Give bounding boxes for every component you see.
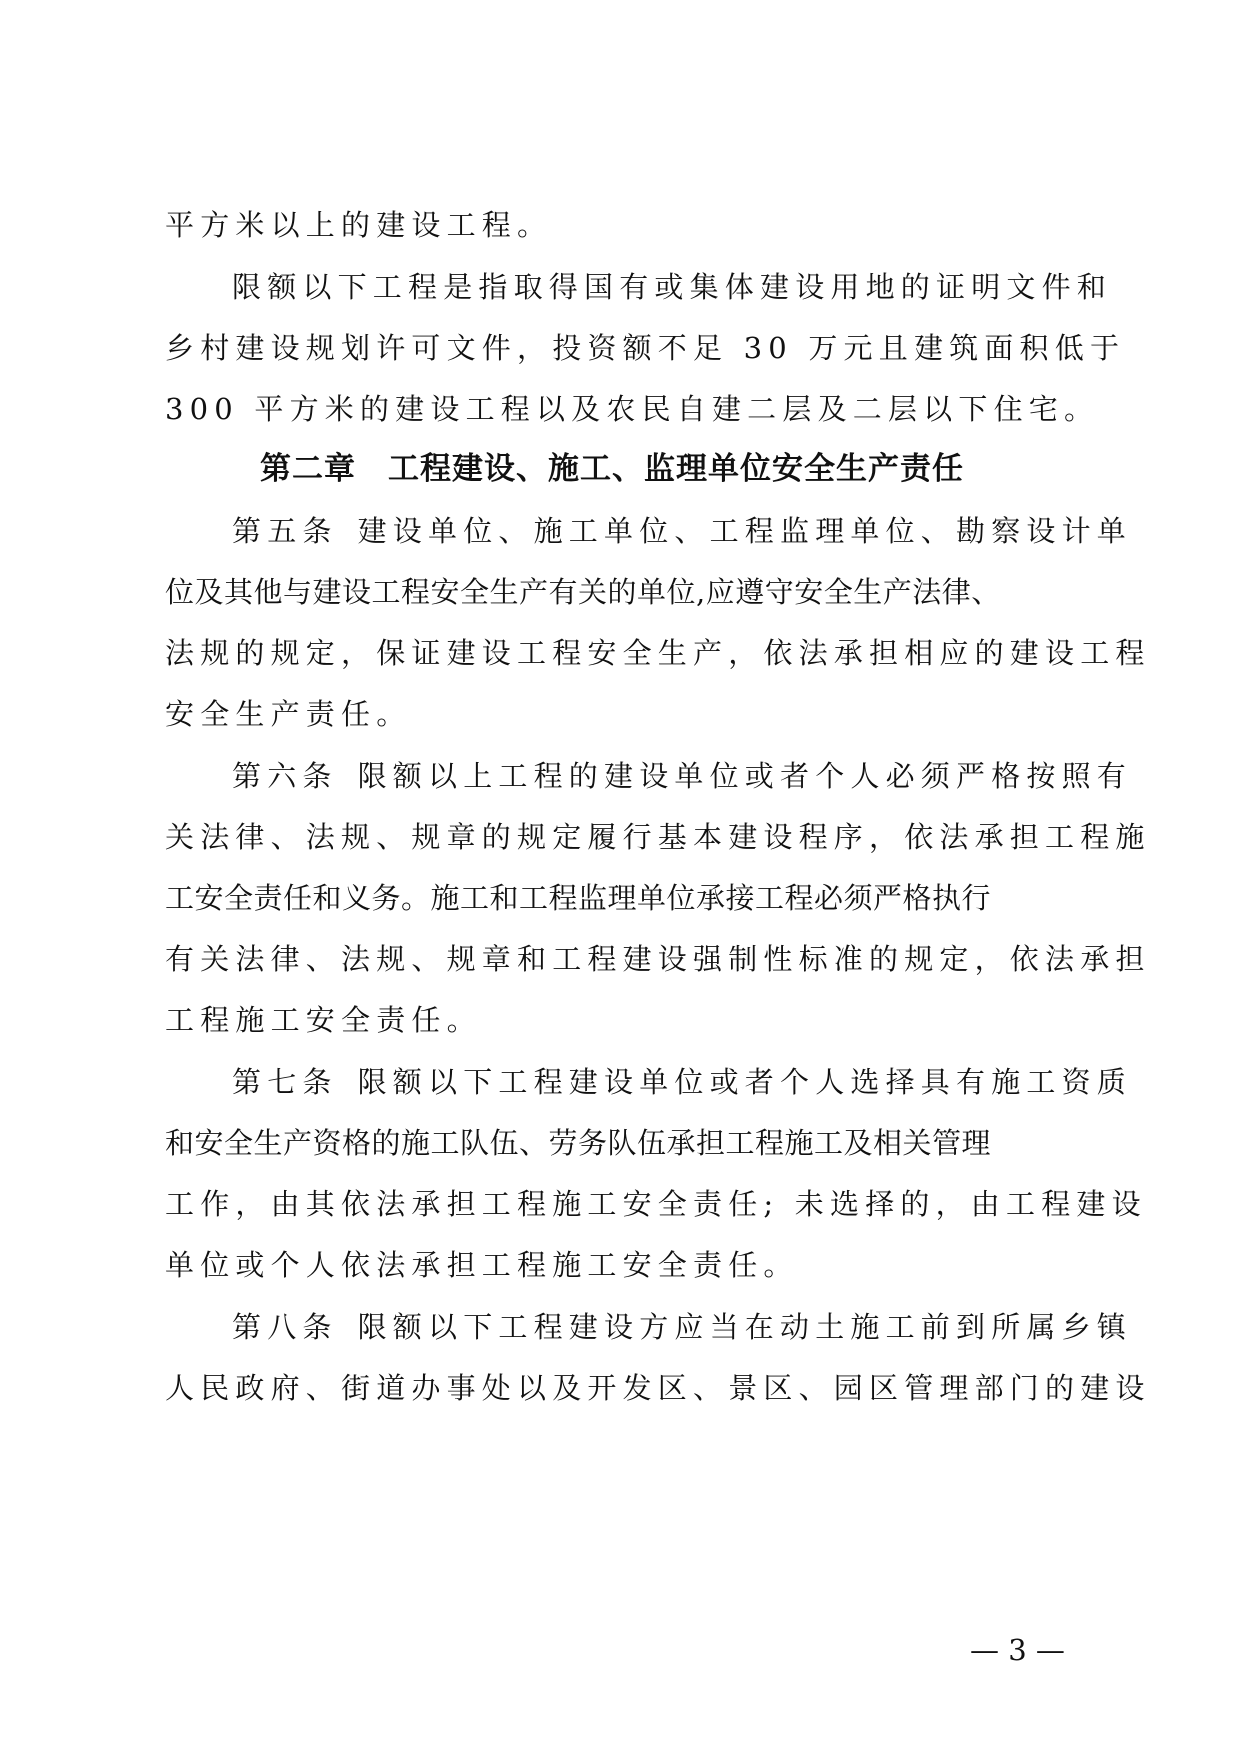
paragraph-text: 限额以上工程的建设单位或者个人必须严格按照有 (357, 759, 1133, 793)
paragraph-line: 平方米以上的建设工程。 (165, 208, 553, 242)
paragraph-line: 人民政府、街道办事处以及开发区、景区、园区管理部门的建设 (165, 1371, 1151, 1405)
article-5-first-line (232, 511, 1133, 551)
paragraph-line: 工作，由其依法承担工程施工安全责任; 未选择的，由工程建设 (165, 1187, 1147, 1221)
chapter-heading: 第二章 工程建设、施工、监理单位安全生产责任 (260, 451, 964, 487)
paragraph-line: 位及其他与建设工程安全生产有关的单位,应遵守安全生产法律、 (165, 575, 1001, 609)
paragraph-line: 乡村建设规划许可文件，投资额不足 30 万元且建筑面积低于 (165, 331, 1126, 365)
paragraph-line: 有关法律、法规、规章和工程建设强制性标准的规定，依法承担 (165, 942, 1151, 976)
article-7-first-line (232, 1062, 1133, 1102)
article-number: 第八条 (232, 1310, 338, 1344)
paragraph-text: 限额以下工程建设方应当在动土施工前到所属乡镇 (357, 1310, 1133, 1344)
paragraph-text: 建设单位、施工单位、工程监理单位、勘察设计单 (357, 514, 1133, 548)
paragraph-line: 单位或个人依法承担工程施工安全责任。 (165, 1248, 799, 1282)
article-6-first-line (232, 756, 1133, 796)
paragraph-text: 限额以下工程建设单位或者个人选择具有施工资质 (357, 1065, 1133, 1099)
article-number: 第五条 (232, 514, 338, 548)
paragraph-line: 和安全生产资格的施工队伍、劳务队伍承担工程施工及相关管理 (165, 1126, 992, 1160)
article-8-first-line (232, 1307, 1133, 1347)
paragraph-line: 300 平方米的建设工程以及农民自建二层及二层以下住宅。 (165, 392, 1100, 426)
article-number: 第六条 (232, 759, 338, 793)
paragraph-line: 工程施工安全责任。 (165, 1003, 482, 1037)
page-number: — 3 — (970, 1633, 1065, 1667)
paragraph-line: 工安全责任和义务。施工和工程监理单位承接工程必须严格执行 (165, 881, 992, 915)
paragraph-line: 关法律、法规、规章的规定履行基本建设程序，依法承担工程施 (165, 820, 1151, 854)
article-number: 第七条 (232, 1065, 338, 1099)
paragraph-line: 安全生产责任。 (165, 697, 412, 731)
paragraph-line: 法规的规定，保证建设工程安全生产，依法承担相应的建设工程 (165, 636, 1151, 670)
paragraph-line: 限额以下工程是指取得国有或集体建设用地的证明文件和 (232, 270, 1113, 304)
